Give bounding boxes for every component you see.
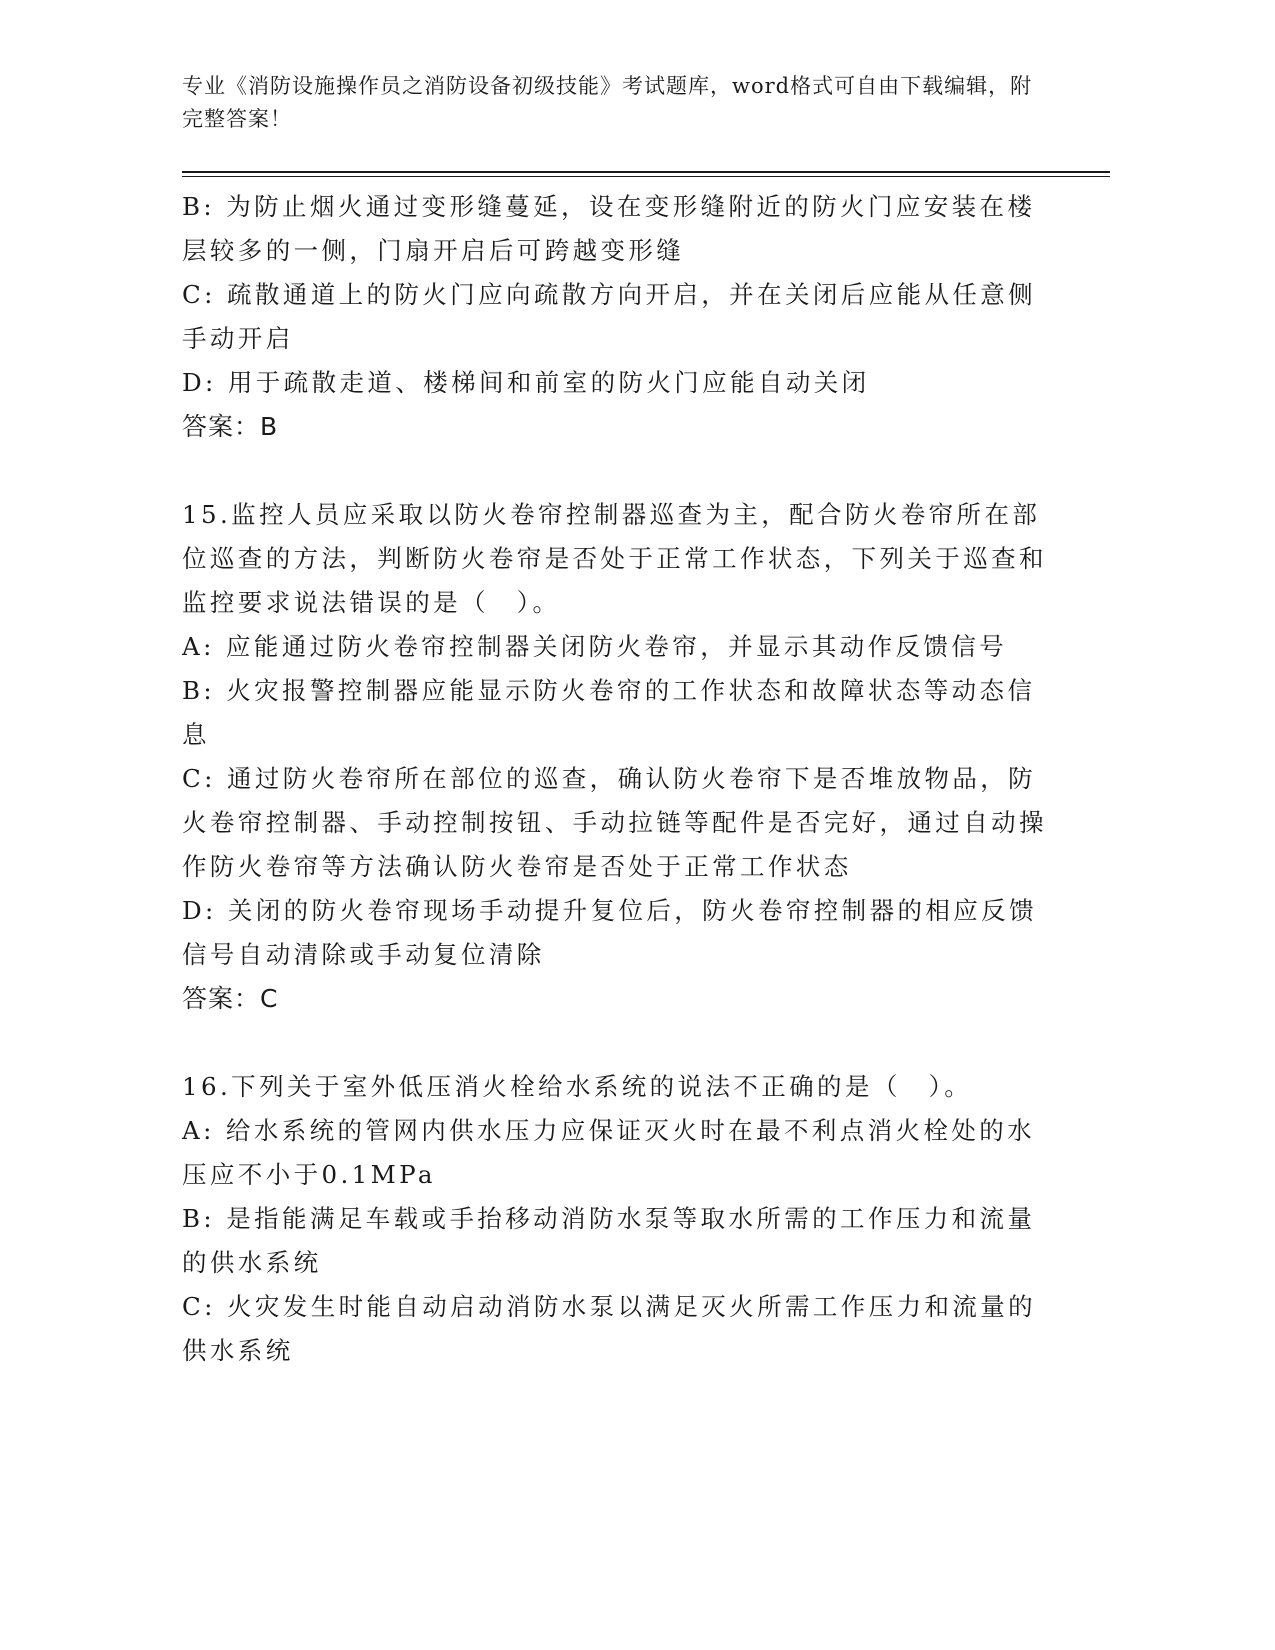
option-a: A: 应能通过防火卷帘控制器关闭防火卷帘，并显示其动作反馈信号	[182, 632, 1008, 661]
answer: 答案：C	[182, 984, 279, 1013]
question-stem: 16.下列关于室外低压消火栓给水系统的说法不正确的是（ ）。	[182, 1072, 973, 1101]
option-d: D: 关闭的防火卷帘现场手动提升复位后，防火卷帘控制器的相应反馈信号自动清除或手动复位清除	[182, 896, 1037, 969]
option-b: B: 火灾报警控制器应能显示防火卷帘的工作状态和故障状态等动态信息	[182, 676, 1036, 749]
prev-question	[182, 185, 1062, 449]
answer: 答案：B	[182, 412, 279, 441]
page-header: 专业《消防设施操作员之消防设备初级技能》考试题库，word格式可自由下载编辑，附完整答案！	[182, 74, 1033, 131]
document-body	[182, 185, 1062, 1373]
spacer	[182, 449, 1062, 493]
option-a: A: 给水系统的管网内供水压力应保证灭火时在最不利点消火栓处的水压应不小于0.1MPa	[182, 1116, 1036, 1189]
option-c: C: 疏散通道上的防火门应向疏散方向开启，并在关闭后应能从任意侧手动开启	[182, 280, 1037, 353]
header-divider-thin	[182, 176, 1110, 177]
question-15	[182, 493, 1062, 1021]
option-c: C: 火灾发生时能自动启动消防水泵以满足灭火所需工作压力和流量的供水系统	[182, 1292, 1037, 1365]
spacer	[182, 1021, 1062, 1065]
question-16	[182, 1065, 1062, 1373]
question-stem: 15.监控人员应采取以防火卷帘控制器巡查为主，配合防火卷帘所在部位巡查的方法，判断防火卷帘是否处于正常工作状态，下列关于巡查和监控要求说法错误的是（ ）。	[182, 500, 1047, 617]
option-b: B: 是指能满足车载或手抬移动消防水泵等取水所需的工作压力和流量的供水系统	[182, 1204, 1036, 1277]
option-b: B: 为防止烟火通过变形缝蔓延，设在变形缝附近的防火门应安装在楼层较多的一侧，门扇开启后可跨越变形缝	[182, 192, 1036, 265]
option-c: C: 通过防火卷帘所在部位的巡查，确认防火卷帘下是否堆放物品，防火卷帘控制器、手动控制按钮、手动拉链等配件是否完好，通过自动操作防火卷帘等方法确认防火卷帘是否处于正常工作状态	[182, 764, 1047, 881]
option-d: D: 用于疏散走道、楼梯间和前室的防火门应能自动关闭	[182, 368, 870, 397]
header-divider	[182, 171, 1110, 173]
